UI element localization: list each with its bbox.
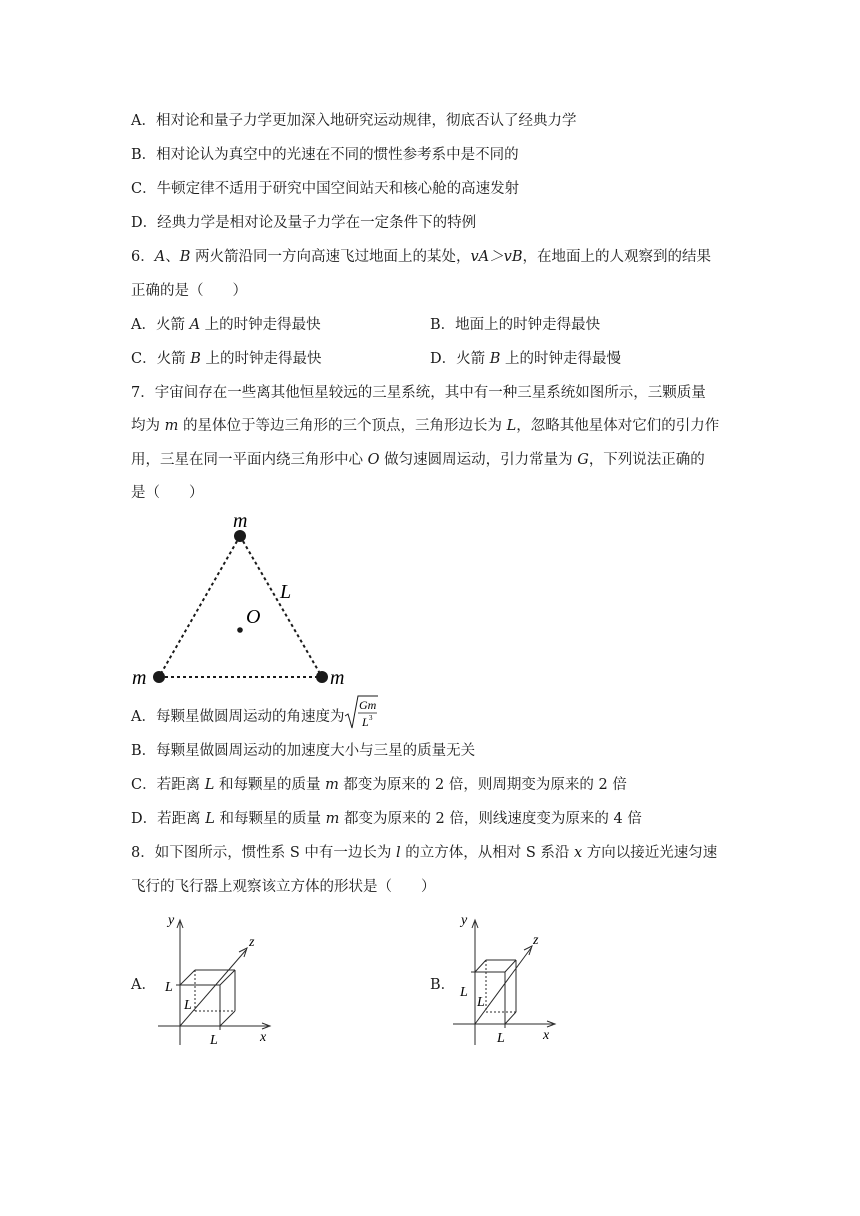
q8-option-b-label: B． <box>430 977 456 993</box>
q6-option-c <box>131 349 321 369</box>
cube-figure-b <box>453 910 563 1050</box>
formula-denominator: L <box>362 715 370 729</box>
label-l-x: L <box>210 1033 218 1048</box>
label-l-y: L <box>165 980 173 995</box>
q7-stem-line2 <box>131 416 719 436</box>
label-side-l: L <box>280 581 292 603</box>
q7-option-c-l: L <box>204 777 215 793</box>
q7-l2-pre: 均为 <box>131 418 165 434</box>
q7-l2-l: L <box>506 418 517 434</box>
label-l-x: L <box>497 1031 505 1046</box>
q7-l2-mid: 的星体位于等边三角形的三个顶点，三角形边长为 <box>178 418 507 434</box>
q8-l1-post: 方向以接近光速匀速 <box>582 845 718 861</box>
q6-option-a-post: 上的时钟走得最快 <box>200 317 321 333</box>
q6-option-c-var: B <box>190 351 201 367</box>
axis-label-y: y <box>168 913 175 928</box>
q6-sep: 、 <box>165 249 180 265</box>
axis-label-x: x <box>260 1030 267 1045</box>
sqrt-formula <box>344 694 378 732</box>
cube-edge-bottom-right <box>505 1012 516 1024</box>
q7-l3-g: G <box>577 452 589 468</box>
q7-l2-m: m <box>164 418 179 434</box>
q8-stem-line1 <box>131 843 717 863</box>
q5-option-b: B．相对论认为真空中的光速在不同的惯性参考系中是不同的 <box>131 147 519 163</box>
q6-option-c-post: 上的时钟走得最快 <box>200 351 322 367</box>
q8-l1-mid: 的立方体，从相对 S 系沿 <box>400 845 575 861</box>
star-left <box>153 671 165 683</box>
q7-option-c-pre: C．若距离 <box>131 777 205 793</box>
q8-l1-pre: 8．如下图所示，惯性系 S 中有一边长为 <box>131 845 396 861</box>
q6-var-a: A <box>154 249 166 265</box>
q5-option-a: A．相对论和量子力学更加深入地研究运动规律，彻底否认了经典力学 <box>131 113 577 129</box>
q7-option-c-mid: 和每颗星的质量 <box>214 777 326 793</box>
cube-edge-bottom-right <box>220 1011 235 1026</box>
z-arrow <box>524 946 532 955</box>
q7-l2-post: ，忽略其他星体对它们的引力作 <box>516 418 720 434</box>
z-arrow <box>239 948 247 957</box>
q7-stem-line3 <box>131 450 705 470</box>
label-left-m: m <box>132 667 147 689</box>
label-l-z: L <box>477 995 485 1010</box>
q7-stem-line4: 是（ ） <box>131 485 204 501</box>
cube-figure-a <box>158 910 278 1050</box>
q7-option-d <box>131 809 642 829</box>
q6-option-d <box>430 349 621 369</box>
axis-label-z: z <box>533 933 539 948</box>
q6-number: 6． <box>131 249 155 265</box>
label-l-z: L <box>184 998 192 1013</box>
q7-l3-post: ，下列说法正确的 <box>588 452 705 468</box>
q8-l1-x: x <box>574 845 583 861</box>
q6-stem-line2: 正确的是（ ） <box>131 283 247 299</box>
axis-label-y: y <box>461 913 468 928</box>
label-top-m: m <box>233 510 248 532</box>
q6-stem-text2: ，在地面上的人观察到的结果 <box>522 249 711 265</box>
q7-option-c <box>131 775 627 795</box>
q6-option-a-pre: A．火箭 <box>131 317 190 333</box>
q6-option-a-var: A <box>189 317 201 333</box>
q7-l3-mid: 做匀速圆周运动，引力常量为 <box>379 452 578 468</box>
star-right <box>316 671 328 683</box>
q7-option-d-pre: D．若距离 <box>131 811 206 827</box>
q7-l3-o: O <box>367 452 380 468</box>
q7-option-a-text: A．每颗星做圆周运动的角速度为 <box>131 709 345 725</box>
q6-option-c-pre: C．火箭 <box>131 351 191 367</box>
z-axis <box>475 948 531 1024</box>
q7-option-d-l: L <box>205 811 215 827</box>
q7-l3-pre: 用，三星在同一平面内绕三角形中心 <box>131 452 368 468</box>
cube-edge-top-left <box>180 970 195 985</box>
q8-l1-l: l <box>396 845 401 861</box>
triangle-side-left <box>159 536 240 677</box>
q7-option-d-post: 都变为原来的 2 倍，则线速度变为原来的 4 倍 <box>339 811 642 827</box>
label-l-y: L <box>460 985 468 1000</box>
axis-label-z: z <box>249 935 255 950</box>
formula-numerator: Gm <box>359 698 377 712</box>
q8-stem-line2: 飞行的飞行器上观察该立方体的形状是（ ） <box>131 879 436 895</box>
q5-option-d: D．经典力学是相对论及量子力学在一定条件下的特例 <box>131 215 477 231</box>
q7-option-d-mid: 和每颗星的质量 <box>214 811 326 827</box>
q6-option-d-var: B <box>489 351 501 367</box>
label-center-o: O <box>246 606 261 628</box>
q7-option-c-m: m <box>325 777 339 793</box>
q6-condition: vA＞vB <box>470 249 523 265</box>
q7-option-c-post: 都变为原来的 2 倍，则周期变为原来的 2 倍 <box>338 777 627 793</box>
triangle-figure <box>125 510 355 695</box>
q7-option-a <box>131 698 378 732</box>
q7-stem-line1: 7．宇宙间存在一些离其他恒星较远的三星系统，其中有一种三星系统如图所示，三颗质量 <box>131 385 706 401</box>
q6-option-d-post: 上的时钟走得最慢 <box>500 351 621 367</box>
label-right-m: m <box>330 667 345 689</box>
axis-label-x: x <box>543 1028 550 1043</box>
q6-option-b: B．地面上的时钟走得最快 <box>430 317 601 333</box>
q7-option-d-m: m <box>325 811 340 827</box>
q6-stem-line1 <box>131 247 711 267</box>
q5-option-c: C．牛顿定律不适用于研究中国空间站天和核心舱的高速发射 <box>131 181 520 197</box>
z-axis <box>180 950 246 1026</box>
q6-option-d-pre: D．火箭 <box>430 351 490 367</box>
formula-exponent: 3 <box>369 714 373 722</box>
cube-edge-top-left <box>475 960 486 972</box>
q7-option-b: B．每颗星做圆周运动的加速度大小与三星的质量无关 <box>131 743 476 759</box>
q6-stem-text1: 两火箭沿同一方向高速飞过地面上的某处， <box>190 249 471 265</box>
q8-option-a-label: A． <box>131 977 156 993</box>
center-point <box>237 627 243 633</box>
q6-var-b: B <box>179 249 191 265</box>
q6-option-a <box>131 315 321 335</box>
